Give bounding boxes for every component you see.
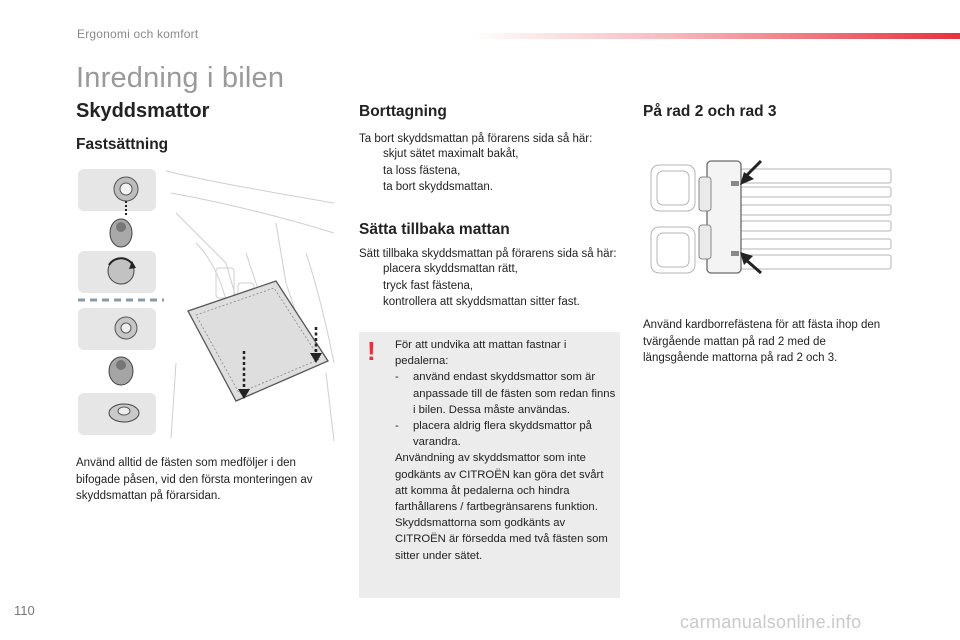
dash-icon: - — [395, 371, 399, 384]
rows-mat-illustration — [645, 155, 897, 279]
refit-steps — [359, 261, 621, 311]
warning-icon: ! — [367, 336, 376, 366]
fastening-caption: Använd alltid de fästen som medföljer i den bifogade påsen, vid den första monteringen av skyddsmattan på förarsidan. — [76, 457, 313, 502]
list-item: tryck fast fästena, — [383, 279, 474, 292]
rows-caption: Använd kardborrefästena för att fästa ihop den tvärgående mattan på rad 2 med de längsgående mattorna på rad 2 och 3. — [643, 319, 881, 364]
heading-satta-tillbaka: Sätta tillbaka mattan — [359, 221, 510, 238]
section-header: Ergonomi och komfort — [77, 27, 199, 41]
refit-intro: Sätt tillbaka skyddsmattan på förarens sida så här: — [359, 248, 617, 260]
heading-fastsattning: Fastsättning — [76, 136, 169, 153]
warning-intro: För att undvika att mattan fastnar i pedalerna: — [395, 339, 567, 368]
heading-rad-2-och-3: På rad 2 och rad 3 — [643, 103, 777, 120]
heading-skyddsmattor: Skyddsmattor — [76, 100, 210, 122]
removal-steps — [359, 146, 621, 196]
removal-intro: Ta bort skyddsmattan på förarens sida så här: — [359, 133, 593, 145]
page-number: 110 — [14, 603, 35, 618]
list-item: ta loss fästena, — [383, 164, 461, 177]
warning-text — [395, 337, 617, 564]
list-item: skjut sätet maximalt bakåt, — [383, 148, 519, 160]
warning-point: - placera aldrig flera skyddsmattor på varandra. — [395, 418, 617, 450]
warning-paragraph: Användning av skyddsmattor som inte godkänts av CITROËN kan göra det svårt att komma åt pedalerna och hindra farthållarens / fartbegränsarens funktion. Skyddsmattorna som godkänts av CITROËN är försedda med två fästen som sitter under sätet. — [395, 452, 608, 562]
list-item: placera skyddsmattan rätt, — [383, 263, 518, 275]
mat-fastening-illustration — [76, 163, 338, 443]
list-item: kontrollera att skyddsmattan sitter fast. — [383, 296, 580, 308]
list-item: ta bort skyddsmattan. — [383, 181, 493, 193]
header-rule — [470, 33, 960, 39]
dash-icon: - — [395, 420, 399, 433]
watermark: carmanualsonline.info — [680, 612, 862, 632]
page-title: Inredning i bilen — [76, 62, 285, 94]
heading-borttagning: Borttagning — [359, 103, 447, 120]
warning-point: - använd endast skyddsmattor som är anpassade till de fästen som redan finns i bilen. Dessa måste användas. — [395, 369, 617, 418]
warning-box — [359, 332, 620, 598]
